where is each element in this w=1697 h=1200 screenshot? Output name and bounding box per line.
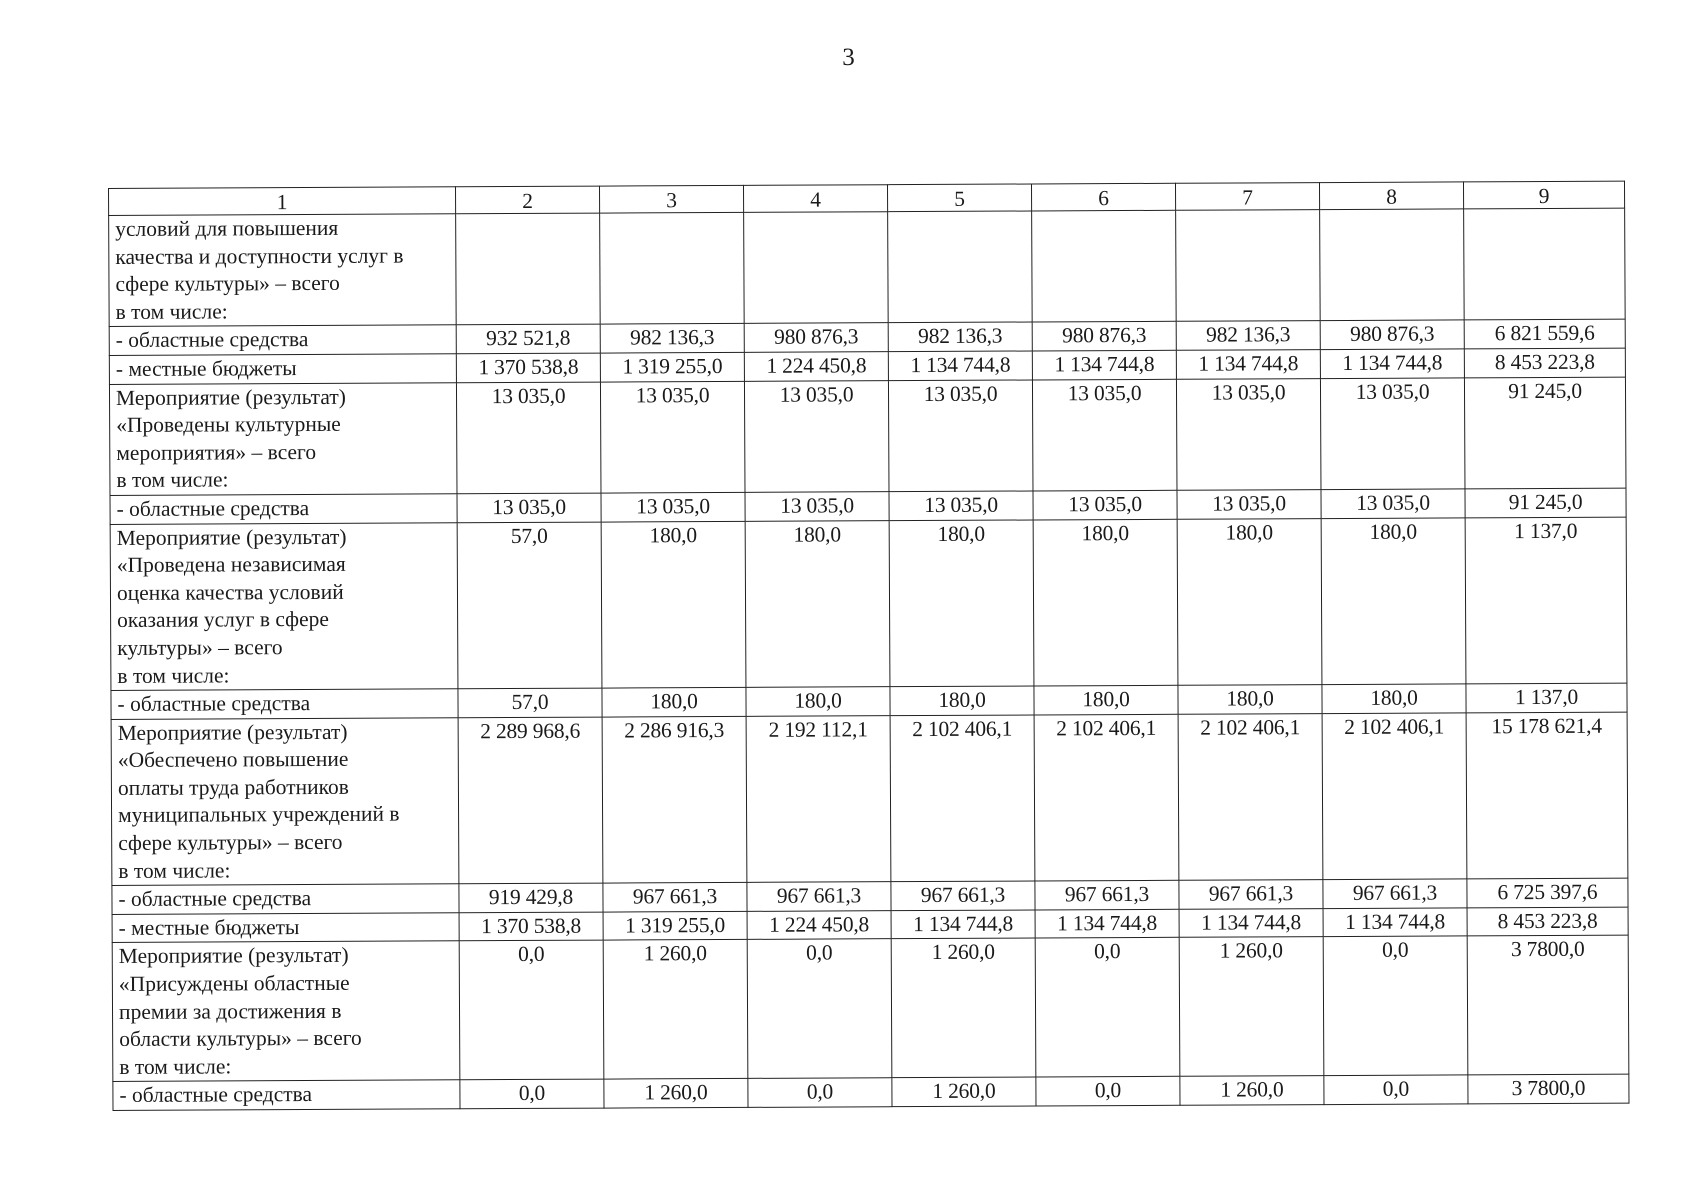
- row-label-line: «Присуждены областные: [118, 970, 350, 996]
- row-label: [110, 522, 458, 690]
- value-cell-col-4: 0,0: [748, 1078, 892, 1107]
- value-cell-col-3: 1 260,0: [604, 1079, 748, 1108]
- value-cell-col-9: 1 137,0: [1465, 517, 1627, 684]
- value-cell-col-3: 1 319 255,0: [603, 911, 747, 940]
- value-cell-col-3: 2 286 916,3: [602, 716, 747, 883]
- value-cell-col-3: 1 260,0: [603, 940, 748, 1080]
- column-header-7: 7: [1175, 183, 1319, 211]
- row-label: [113, 1080, 460, 1110]
- column-header-8: 8: [1319, 182, 1463, 210]
- value-cell-col-2: 13 035,0: [457, 493, 601, 522]
- row-label-line: Мероприятие (результат): [115, 384, 346, 410]
- value-cell-col-4: 2 192 112,1: [746, 715, 891, 882]
- value-cell-col-6: 1 134 744,8: [1032, 350, 1176, 379]
- value-cell-col-4: 13 035,0: [744, 380, 889, 492]
- value-cell-col-4: 1 224 450,8: [747, 911, 891, 940]
- value-cell-col-5: 13 035,0: [889, 491, 1033, 520]
- row-label-line: - областные средства: [117, 691, 311, 717]
- value-cell-col-3: 180,0: [602, 687, 746, 716]
- budget-table: [108, 181, 1629, 1111]
- value-cell-col-3: 13 035,0: [601, 492, 745, 521]
- table-row: [110, 517, 1627, 691]
- row-label-line: премии за достижения в: [118, 998, 342, 1024]
- row-label: [109, 325, 456, 355]
- row-label-line: в том числе:: [119, 1054, 232, 1079]
- value-cell-col-7: 967 661,3: [1179, 880, 1323, 909]
- value-cell-col-3: 1 319 255,0: [600, 352, 744, 381]
- table-row: [111, 712, 1628, 886]
- row-label: [109, 214, 457, 327]
- row-label-line: - местные бюджеты: [118, 914, 300, 940]
- row-label: [111, 689, 458, 719]
- value-cell-col-9: 6 725 397,6: [1467, 878, 1628, 907]
- value-cell-col-3: 13 035,0: [600, 381, 745, 493]
- row-label: [112, 941, 460, 1082]
- value-cell-col-9: 91 245,0: [1464, 377, 1626, 489]
- value-cell-col-5: 180,0: [890, 686, 1034, 715]
- row-label-line: области культуры» – всего: [119, 1025, 362, 1052]
- row-label-line: Мероприятие (результат): [117, 719, 348, 745]
- value-cell-col-5: 1 260,0: [891, 938, 1036, 1078]
- value-cell-col-9: 3 7800,0: [1468, 1074, 1629, 1103]
- value-cell-col-2: 932 521,8: [456, 324, 600, 353]
- row-label-line: - местные бюджеты: [115, 356, 297, 381]
- row-label-line: Мероприятие (результат): [118, 943, 349, 969]
- value-cell-col-6: 180,0: [1034, 685, 1178, 714]
- row-label: [109, 354, 456, 384]
- value-cell-col-9: 91 245,0: [1465, 488, 1626, 517]
- value-cell-col-5: 13 035,0: [888, 380, 1033, 492]
- value-cell-col-6: 13 035,0: [1033, 490, 1177, 519]
- row-label-line: муниципальных учреждений в: [118, 802, 400, 828]
- row-label-line: условий для повышения: [115, 215, 339, 241]
- value-cell-col-8: 1 134 744,8: [1320, 349, 1464, 378]
- row-label-line: - областные средства: [115, 327, 309, 353]
- value-cell-col-2: 1 370 538,8: [456, 353, 600, 382]
- value-cell-col-4: 0,0: [747, 939, 892, 1079]
- value-cell-col-9: 3 7800,0: [1467, 936, 1629, 1076]
- value-cell-col-9: 15 178 621,4: [1466, 712, 1628, 879]
- value-cell-col-7: 1 134 744,8: [1176, 350, 1320, 379]
- column-header-4: 4: [743, 185, 887, 213]
- value-cell-col-8: 13 035,0: [1321, 489, 1465, 518]
- value-cell-col-8: 180,0: [1321, 517, 1466, 684]
- value-cell-col-6: [1032, 210, 1177, 322]
- row-label-line: культуры» – всего: [117, 635, 283, 660]
- value-cell-col-7: 1 260,0: [1180, 1076, 1324, 1105]
- budget-table-wrapper: [108, 181, 1628, 1111]
- value-cell-col-4: 13 035,0: [745, 492, 889, 521]
- value-cell-col-5: 1 134 744,8: [891, 910, 1035, 939]
- value-cell-col-7: 13 035,0: [1176, 378, 1321, 490]
- value-cell-col-5: 1 260,0: [892, 1077, 1036, 1106]
- value-cell-col-2: [456, 213, 601, 325]
- value-cell-col-8: 13 035,0: [1320, 377, 1465, 489]
- value-cell-col-6: 967 661,3: [1035, 881, 1179, 910]
- value-cell-col-9: 8 453 223,8: [1464, 348, 1625, 377]
- value-cell-col-8: 0,0: [1323, 936, 1468, 1076]
- value-cell-col-2: 919 429,8: [459, 883, 603, 912]
- value-cell-col-7: 2 102 406,1: [1178, 713, 1323, 880]
- value-cell-col-2: 57,0: [457, 522, 602, 689]
- row-label: [112, 884, 459, 914]
- row-label-line: сфере культуры» – всего: [115, 271, 340, 297]
- row-label-line: в том числе:: [118, 858, 231, 883]
- value-cell-col-5: 982 136,3: [888, 322, 1032, 351]
- value-cell-col-2: 0,0: [459, 941, 604, 1081]
- value-cell-col-2: 57,0: [458, 688, 602, 717]
- value-cell-col-8: [1320, 209, 1465, 321]
- value-cell-col-8: 2 102 406,1: [1322, 713, 1467, 880]
- table-row: [112, 936, 1629, 1082]
- value-cell-col-5: [888, 211, 1033, 323]
- value-cell-col-6: 2 102 406,1: [1034, 714, 1179, 881]
- value-cell-col-8: 1 134 744,8: [1323, 908, 1467, 937]
- row-label: [110, 494, 457, 524]
- value-cell-col-8: 0,0: [1324, 1075, 1468, 1104]
- value-cell-col-3: 180,0: [601, 521, 746, 688]
- row-label: [111, 717, 459, 885]
- value-cell-col-9: 1 137,0: [1466, 683, 1627, 712]
- table-body: [109, 208, 1629, 1110]
- value-cell-col-4: 180,0: [745, 520, 890, 687]
- value-cell-col-2: 0,0: [460, 1079, 604, 1108]
- value-cell-col-7: 180,0: [1177, 518, 1322, 685]
- value-cell-col-8: 967 661,3: [1323, 879, 1467, 908]
- row-label-line: оплаты труда работников: [117, 774, 349, 800]
- value-cell-col-5: 2 102 406,1: [890, 715, 1035, 882]
- value-cell-col-3: 967 661,3: [603, 883, 747, 912]
- value-cell-col-2: 2 289 968,6: [458, 717, 603, 884]
- value-cell-col-9: 8 453 223,8: [1467, 907, 1628, 936]
- value-cell-col-4: 180,0: [746, 687, 890, 716]
- table-row: [109, 208, 1626, 327]
- row-label-line: Мероприятие (результат): [116, 524, 347, 550]
- column-header-6: 6: [1031, 183, 1175, 211]
- value-cell-col-7: 13 035,0: [1177, 490, 1321, 519]
- value-cell-col-3: 982 136,3: [600, 324, 744, 353]
- value-cell-col-7: 1 260,0: [1179, 937, 1324, 1077]
- table-row: [113, 1074, 1629, 1110]
- row-label-line: в том числе:: [117, 662, 230, 688]
- value-cell-col-7: [1176, 210, 1321, 322]
- row-label-line: оказания услуг в сфере: [117, 607, 329, 633]
- page-number: 3: [842, 44, 855, 71]
- row-label-line: - областные средства: [116, 495, 310, 521]
- table-row: [109, 377, 1626, 496]
- value-cell-col-9: [1464, 208, 1626, 320]
- value-cell-col-4: 1 224 450,8: [744, 352, 888, 381]
- row-label-line: «Проведена независимая: [116, 551, 346, 578]
- value-cell-col-6: 13 035,0: [1032, 379, 1177, 491]
- value-cell-col-6: 0,0: [1035, 938, 1180, 1078]
- row-label-line: «Проведены культурные: [116, 412, 341, 438]
- row-label-line: в том числе:: [115, 299, 228, 324]
- column-header-3: 3: [599, 185, 743, 213]
- row-label: [109, 382, 457, 495]
- row-label-line: мероприятия» – всего: [116, 439, 317, 465]
- row-label: [112, 913, 459, 943]
- row-label-line: оценка качества условий: [116, 579, 344, 605]
- row-label-line: в том числе:: [116, 467, 229, 493]
- value-cell-col-6: 980 876,3: [1032, 322, 1176, 351]
- value-cell-col-2: 1 370 538,8: [459, 912, 603, 941]
- value-cell-col-6: 180,0: [1033, 519, 1178, 686]
- value-cell-col-4: 967 661,3: [747, 882, 891, 911]
- row-label-line: сфере культуры» – всего: [118, 829, 343, 856]
- value-cell-col-4: [744, 212, 889, 324]
- value-cell-col-4: 980 876,3: [744, 323, 888, 352]
- value-cell-col-8: 180,0: [1322, 684, 1466, 713]
- value-cell-col-3: [600, 212, 745, 324]
- column-header-9: 9: [1463, 181, 1624, 209]
- value-cell-col-2: 13 035,0: [456, 382, 601, 494]
- value-cell-col-9: 6 821 559,6: [1464, 319, 1625, 348]
- column-header-1: 1: [109, 187, 456, 216]
- value-cell-col-8: 980 876,3: [1320, 320, 1464, 349]
- row-label-line: - областные средства: [118, 886, 312, 912]
- value-cell-col-5: 180,0: [889, 520, 1034, 687]
- value-cell-col-7: 1 134 744,8: [1179, 908, 1323, 937]
- row-label-line: «Обеспечено повышение: [117, 747, 349, 773]
- value-cell-col-6: 0,0: [1036, 1077, 1180, 1106]
- row-label-line: качества и доступности услуг в: [115, 243, 404, 269]
- value-cell-col-7: 982 136,3: [1176, 321, 1320, 350]
- row-label-line: - областные средства: [119, 1082, 313, 1108]
- value-cell-col-5: 1 134 744,8: [888, 351, 1032, 380]
- column-header-5: 5: [887, 184, 1031, 212]
- column-header-2: 2: [455, 186, 599, 214]
- value-cell-col-5: 967 661,3: [891, 881, 1035, 910]
- value-cell-col-7: 180,0: [1178, 685, 1322, 714]
- value-cell-col-6: 1 134 744,8: [1035, 909, 1179, 938]
